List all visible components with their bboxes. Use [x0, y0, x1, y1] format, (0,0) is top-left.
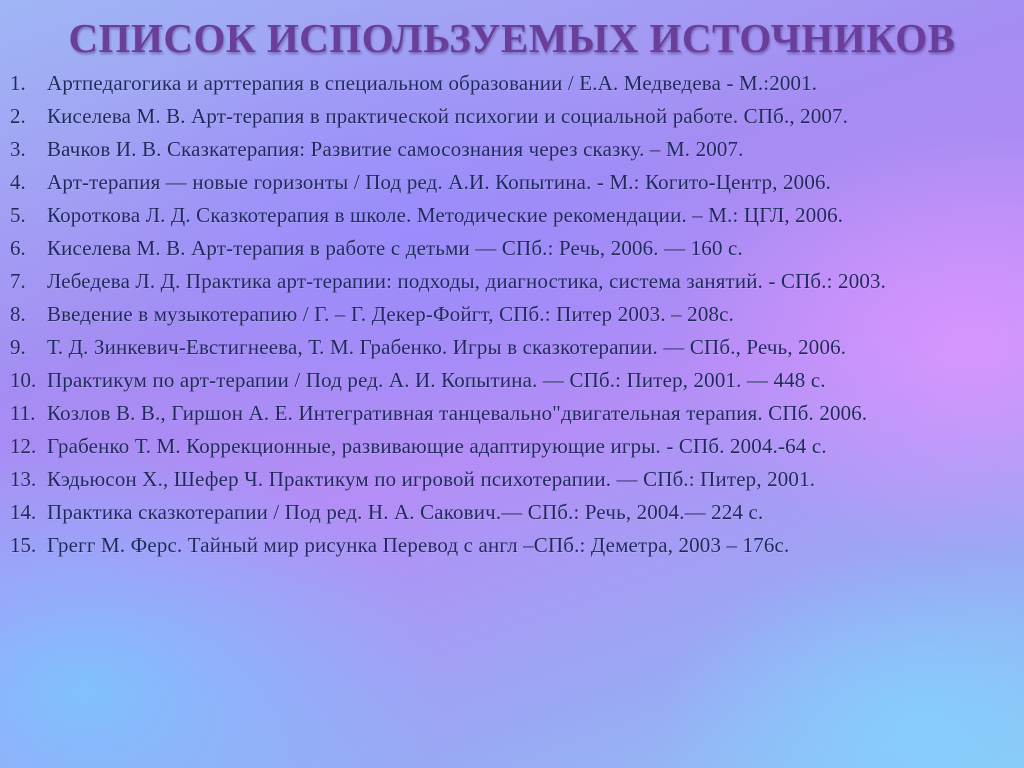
list-item-number: 9.	[10, 335, 26, 359]
list-item-text: Кэдьюсон Х., Шефер Ч. Практикум по игровой психотерапии. — СПб.: Питер, 2001.	[47, 467, 816, 491]
list-item-text: Введение в музыкотерапию / Г. – Г. Декер-Фойгт, СПб.: Питер 2003. – 208с.	[47, 302, 734, 326]
list-item-text: Т. Д. Зинкевич-Евстигнеева, Т. М. Грабенко. Игры в сказкотерапии. — СПб., Речь, 2006.	[47, 335, 847, 359]
list-item-number: 13.	[10, 467, 37, 491]
list-item	[10, 234, 1014, 263]
list-item-text: Лебедева Л. Д. Практика арт-терапии: подходы, диагностика, система занятий. - СПб.: 2003.	[47, 269, 887, 293]
list-item	[10, 498, 1014, 527]
list-item	[10, 531, 1014, 560]
list-item	[10, 102, 1014, 131]
list-item	[10, 465, 1014, 494]
list-item-text: Грегг М. Ферс. Тайный мир рисунка Перевод с англ –СПб.: Деметра, 2003 – 176с.	[47, 533, 790, 557]
list-item	[10, 366, 1014, 395]
list-item	[10, 201, 1014, 230]
list-item-number: 7.	[10, 269, 26, 293]
list-item-number: 3.	[10, 137, 26, 161]
list-item	[10, 432, 1014, 461]
list-item-number: 12.	[10, 434, 37, 458]
list-item-text: Козлов В. В., Гиршон А. Е. Интегративная танцевально"двигательная терапия. СПб. 2006.	[47, 401, 868, 425]
list-item-text: Практикум по арт-терапии / Под ред. А. И. Копытина. — СПб.: Питер, 2001. — 448 с.	[47, 368, 826, 392]
list-item-text: Вачков И. В. Сказкатерапия: Развитие самосознания через сказку. – М. 2007.	[47, 137, 744, 161]
list-item-text: Артпедагогика и арттерапия в специальном образовании / Е.А. Медведева - М.:2001.	[47, 71, 818, 95]
list-item-text: Арт-терапия — новые горизонты / Под ред. А.И. Копытина. - М.: Когито-Центр, 2006.	[47, 170, 832, 194]
list-item-text: Киселева М. В. Арт-терапия в работе с детьми — СПб.: Речь, 2006. — 160 с.	[47, 236, 743, 260]
list-item	[10, 399, 1014, 428]
list-item	[10, 135, 1014, 164]
list-item-number: 1.	[10, 71, 26, 95]
list-item-text: Киселева М. В. Арт-терапия в практической психогии и социальной работе. СПб., 2007.	[47, 104, 849, 128]
list-item-text: Практика сказкотерапии / Под ред. Н. А. Сакович.— СПб.: Речь, 2004.— 224 с.	[47, 500, 764, 524]
list-item	[10, 168, 1014, 197]
sources-list	[10, 69, 1014, 564]
list-item	[10, 69, 1014, 98]
list-item-text: Грабенко Т. М. Коррекционные, развивающие адаптирующие игры. - СПб. 2004.-64 с.	[47, 434, 827, 458]
list-item-number: 6.	[10, 236, 26, 260]
list-item-number: 15.	[10, 533, 37, 557]
list-item	[10, 333, 1014, 362]
list-item-number: 11.	[10, 401, 36, 425]
list-item-number: 14.	[10, 500, 37, 524]
list-item-number: 10.	[10, 368, 37, 392]
list-item	[10, 267, 1014, 296]
page-title: СПИСОК ИСПОЛЬЗУЕМЫХ ИСТОЧНИКОВ	[68, 15, 956, 61]
list-item-number: 2.	[10, 104, 26, 128]
list-item-text: Короткова Л. Д. Сказкотерапия в школе. Методические рекомендации. – М.: ЦГЛ, 2006.	[47, 203, 844, 227]
list-item-number: 8.	[10, 302, 26, 326]
list-item-number: 5.	[10, 203, 26, 227]
list-item-number: 4.	[10, 170, 26, 194]
list-item	[10, 300, 1014, 329]
